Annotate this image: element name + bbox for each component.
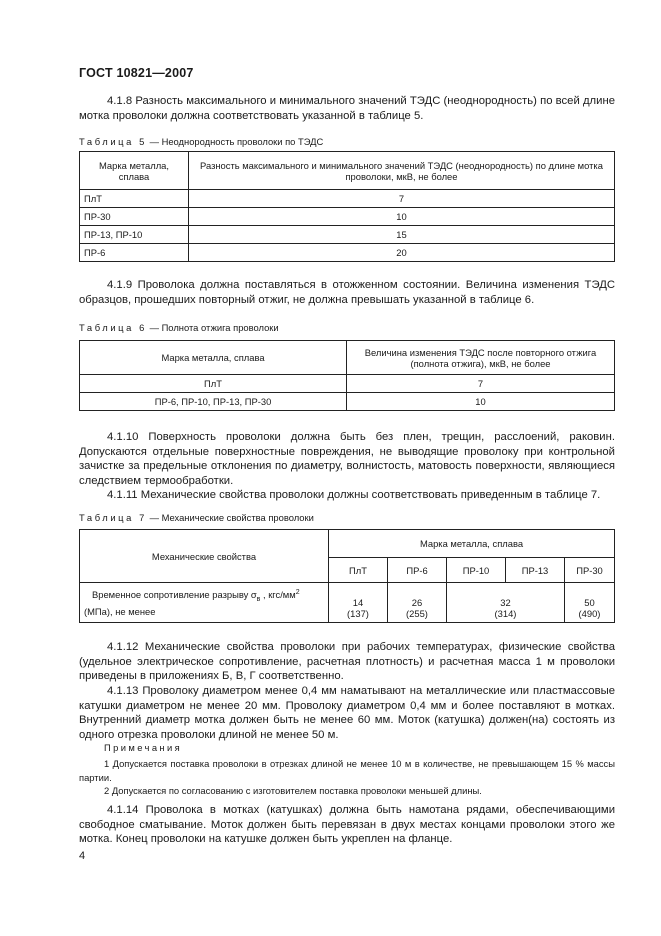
- table7-cell-value: 14 (137): [329, 583, 388, 623]
- table6-cell-grade: ПР-6, ПР-10, ПР-13, ПР-30: [80, 393, 347, 411]
- table5-cell-value: 15: [189, 226, 615, 244]
- table6-caption: Таблица 6 — Полнота отжига проволоки: [79, 322, 279, 333]
- note-1: 1 Допускается поставка проволоки в отрезках длиной не менее 10 м в количестве, не превышающем 15 % массы партии.: [79, 758, 615, 783]
- table5-cell-value: 10: [189, 208, 615, 226]
- table5-cell-value: 7: [189, 190, 615, 208]
- table7-cell-value: 32 (314): [447, 583, 565, 623]
- table5-header-grade: Марка металла, сплава: [80, 152, 189, 190]
- table7-cell-value: 26 (255): [388, 583, 447, 623]
- table7-header-grade-group: Марка металла, сплава: [329, 530, 615, 558]
- table6-header-grade: Марка металла, сплава: [80, 341, 347, 375]
- clause-4-1-10: 4.1.10 Поверхность проволоки должна быть без плен, трещин, расслоений, раковин. Допускаются отдельные поверхностные повреждения, не выводящие проволоку при контрольной зачистке за предельные отклонения по диаметру, волнистость, матовость поверхности, являющиеся следствием термообработки.: [79, 431, 615, 487]
- table7-header-grade: ПР-13: [506, 558, 565, 583]
- notes-title: Примечания: [104, 742, 183, 753]
- table6-cell-value: 10: [347, 393, 615, 411]
- standard-header: ГОСТ 10821—2007: [79, 66, 194, 80]
- table5-cell-grade: ПлТ: [80, 190, 189, 208]
- note-2: 2 Допускается по согласованию с изготовителем поставка проволоки меньшей длины.: [104, 785, 482, 796]
- page-number: 4: [79, 850, 86, 862]
- table7-cell-value: 50 (490): [565, 583, 615, 623]
- clause-4-1-13: 4.1.13 Проволоку диаметром менее 0,4 мм наматывают на металлические или пластмассовые катушки диаметром не менее 20 мм. Проволоку диаметром 0,4 мм и более поставляют в мотках. Внутренний диаметр мотка должен быть не менее 60 мм. Моток (катушка) должен(на) состоять из одного отрезка проволоки длиной не менее 50 м.: [79, 685, 615, 741]
- clause-4-1-8: 4.1.8 Разность максимального и минимального значений ТЭДС (неоднородность) по всей длине мотка проволоки должна соответствовать указанной в таблице 5.: [79, 95, 615, 122]
- table6-header-value: Величина изменения ТЭДС после повторного отжига (полнота отжига), мкВ, не более: [347, 341, 615, 375]
- clause-4-1-9: 4.1.9 Проволока должна поставляться в отожженном состоянии. Величина изменения ТЭДС образцов, прошедших повторный отжиг, не должна превышать указанной в таблице 6.: [79, 279, 615, 306]
- table7-header-grade: ПР-10: [447, 558, 506, 583]
- table7-header-grade: ПР-30: [565, 558, 615, 583]
- table5-cell-grade: ПР-13, ПР-10: [80, 226, 189, 244]
- table6-cell-grade: ПлТ: [80, 375, 347, 393]
- table5-cell-grade: ПР-30: [80, 208, 189, 226]
- table7-header-grade: ПР-6: [388, 558, 447, 583]
- clause-4-1-14: 4.1.14 Проволока в мотках (катушках) должна быть намотана рядами, обеспечивающими свободное сматывание. Моток должен быть перевязан в двух местах концами проволоки этого же мотка. Конец проволоки на катушке должен быть укреплен на фланце.: [79, 804, 615, 846]
- table7-header-grade: ПлТ: [329, 558, 388, 583]
- table5-cell-grade: ПР-6: [80, 244, 189, 262]
- table5-caption: Таблица 5 — Неоднородность проволоки по ТЭДС: [79, 136, 324, 147]
- table7-row-label: Временное сопротивление разрыву $\sigma_в$ , кгс/$мм^2$ (МПа), не менее: [80, 583, 329, 623]
- table6: [79, 340, 615, 411]
- clause-4-1-12: 4.1.12 Механические свойства проволоки при рабочих температурах, физические свойства (удельное электрическое сопротивление, расчетная плотность) и расчетная масса 1 м проволоки приведены в приложениях Б, В, Г соответственно.: [79, 641, 615, 683]
- table5: [79, 151, 615, 262]
- table5-header-value: Разность максимального и минимального значений ТЭДС (неоднородность) по длине мотка проволоки, мкВ, не более: [189, 152, 615, 190]
- table6-cell-value: 7: [347, 375, 615, 393]
- clause-4-1-11: 4.1.11 Механические свойства проволоки должны соответствовать приведенным в таблице 7.: [107, 489, 601, 501]
- table7-caption: Таблица 7 — Механические свойства проволоки: [79, 512, 314, 523]
- table7: [79, 529, 615, 623]
- table7-header-property: Механические свойства: [80, 530, 329, 583]
- table5-cell-value: 20: [189, 244, 615, 262]
